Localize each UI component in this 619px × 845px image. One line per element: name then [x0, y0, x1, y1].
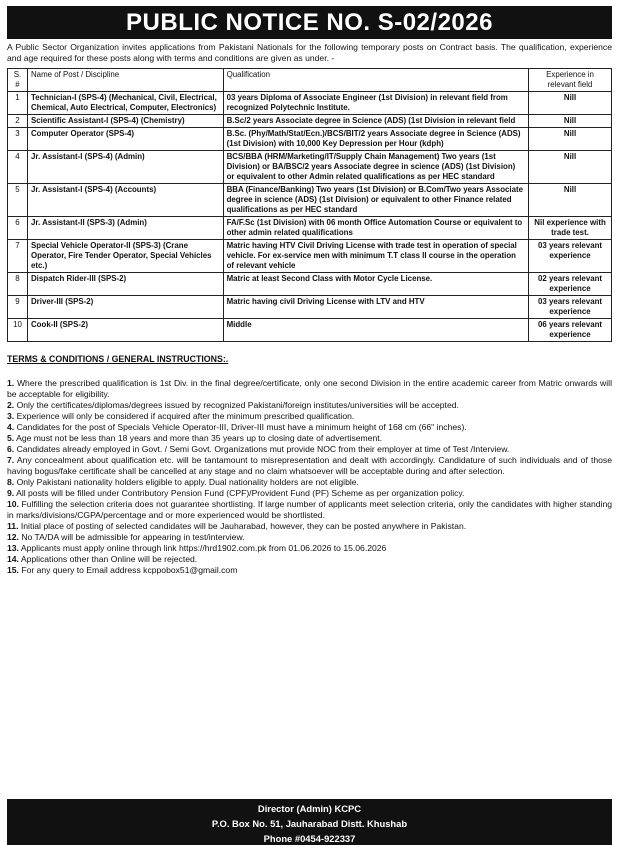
cell-post: Computer Operator (SPS-4) [27, 128, 223, 151]
term-item [7, 554, 612, 565]
cell-post: Jr. Assistant-II (SPS-3) (Admin) [27, 217, 223, 240]
header-experience: Experience in relevant field [529, 69, 612, 92]
term-number: 9. [7, 488, 15, 498]
table-row [8, 217, 612, 240]
term-item [7, 499, 612, 521]
cell-post: Dispatch Rider-III (SPS-2) [27, 273, 223, 296]
cell-experience: Nill [529, 184, 612, 217]
term-text: Candidates already employed in Govt. / Semi Govt. Organizations mut provide NOC from their employer at time of Test /Interview. [16, 444, 510, 454]
term-item [7, 543, 612, 554]
cell-qualification: Middle [223, 319, 528, 342]
term-item [7, 455, 612, 477]
cell-sno: 10 [8, 319, 28, 342]
term-text: Applicants must apply online through link https://hrd1902.com.pk from 01.06.2026 to 15.06.2026 [20, 543, 387, 553]
term-item [7, 444, 612, 455]
cell-post: Jr. Assistant-I (SPS-4) (Admin) [27, 151, 223, 184]
term-number: 15. [7, 565, 19, 575]
term-number: 3. [7, 411, 15, 421]
table-row [8, 115, 612, 128]
cell-experience: Nill [529, 92, 612, 115]
posts-table [7, 68, 612, 342]
table-row [8, 240, 612, 273]
cell-sno: 3 [8, 128, 28, 151]
cell-qualification: 03 years Diploma of Associate Engineer (1st Division) in relevant field from recognized Polytechnic Institute. [223, 92, 528, 115]
cell-post: Scientific Assistant-I (SPS-4) (Chemistry) [27, 115, 223, 128]
table-row [8, 151, 612, 184]
term-item [7, 521, 612, 532]
cell-sno: 7 [8, 240, 28, 273]
cell-sno: 9 [8, 296, 28, 319]
term-item [7, 488, 612, 499]
cell-qualification: B.Sc. (Phy/Math/Stat/Ecn.)/BCS/BIT/2 years Associate degree in Science (ADS) (1st Division) with 10,000 Key Depression per Hour (kdph) [223, 128, 528, 151]
term-item [7, 411, 612, 422]
term-item [7, 532, 612, 543]
cell-experience: 03 years relevant experience [529, 296, 612, 319]
table-row [8, 92, 612, 115]
cell-sno: 8 [8, 273, 28, 296]
term-item [7, 565, 612, 576]
term-text: No TA/DA will be admissible for appearing in test/interview. [21, 532, 245, 542]
cell-post: Special Vehicle Operator-II (SPS-3) (Crane Operator, Fire Tender Operator, Special Vehicles etc.) [27, 240, 223, 273]
cell-experience: 02 years relevant experience [529, 273, 612, 296]
table-row [8, 273, 612, 296]
cell-sno: 2 [8, 115, 28, 128]
term-text: Only Pakistani nationality holders eligible to apply. Dual nationality holders are not eligible. [16, 477, 359, 487]
notice-page [0, 6, 619, 845]
term-item [7, 477, 612, 488]
term-number: 10. [7, 499, 19, 509]
term-number: 11. [7, 521, 19, 531]
term-item [7, 433, 612, 444]
term-number: 6. [7, 444, 15, 454]
term-text: Initial place of posting of selected candidates will be Jauharabad, however, they can be posted anywhere in Pakistan. [20, 521, 467, 531]
terms-list [7, 378, 612, 576]
header-sno: S. # [8, 69, 28, 92]
term-number: 12. [7, 532, 19, 542]
cell-sno: 6 [8, 217, 28, 240]
cell-experience: Nill [529, 115, 612, 128]
table-row [8, 184, 612, 217]
term-text: Age must not be less than 18 years and more than 35 years up to closing date of advertisement. [16, 433, 383, 443]
term-number: 8. [7, 477, 15, 487]
term-item [7, 378, 612, 400]
cell-experience: Nill [529, 128, 612, 151]
term-text: For any query to Email address kcppobox51@gmail.com [21, 565, 238, 575]
cell-qualification: B.Sc/2 years Associate degree in Science (ADS) (1st Division in relevant field [223, 115, 528, 128]
term-item [7, 400, 612, 411]
footer-director: Director (Admin) KCPC [257, 803, 362, 814]
cell-sno: 4 [8, 151, 28, 184]
term-number: 1. [7, 378, 15, 388]
footer-address: P.O. Box No. 51, Jauharabad Distt. Khushab [211, 818, 408, 829]
footer-contact-block [7, 799, 612, 845]
footer-phone: Phone #0454-922337 [263, 833, 356, 844]
cell-qualification: BBA (Finance/Banking) Two years (1st Division) or B.Com/Two years Associate degree in science (ADS) (1st Division) or equivalent to other Finance related qualifications as per HEC standard [223, 184, 528, 217]
cell-post: Driver-III (SPS-2) [27, 296, 223, 319]
cell-experience: 03 years relevant experience [529, 240, 612, 273]
table-row [8, 296, 612, 319]
term-text: Where the prescribed qualification is 1st Div. in the final degree/certificate, only one second Division in the entire academic career from Matric onwards will be acceptable for eligibility. [7, 378, 612, 399]
table-row [8, 128, 612, 151]
term-number: 5. [7, 433, 15, 443]
term-item [7, 422, 612, 433]
table-header-row [8, 69, 612, 92]
term-text: Candidates for the post of Specials Vehicle Operator-III, Driver-III must have a minimum height of 168 cm (66" inches). [16, 422, 467, 432]
cell-qualification: Matric having HTV Civil Driving License with trade test in operation of special vehicle. For ex-service men with minimum T.T class II course in the operation of relevant vehicle [223, 240, 528, 273]
term-number: 14. [7, 554, 19, 564]
cell-post: Jr. Assistant-I (SPS-4) (Accounts) [27, 184, 223, 217]
term-text: All posts will be filled under Contributory Pension Fund (CPF)/Provident Fund (PF) Scheme as per organization policy. [16, 488, 465, 498]
cell-sno: 5 [8, 184, 28, 217]
cell-experience: Nill [529, 151, 612, 184]
notice-title: PUBLIC NOTICE NO. S-02/2026 [7, 6, 612, 39]
term-number: 13. [7, 543, 19, 553]
cell-experience: 06 years relevant experience [529, 319, 612, 342]
cell-experience: Nil experience with trade test. [529, 217, 612, 240]
term-text: Applications other than Online will be rejected. [20, 554, 198, 564]
table-row [8, 319, 612, 342]
term-number: 2. [7, 400, 15, 410]
cell-qualification: Matric at least Second Class with Motor Cycle License. [223, 273, 528, 296]
cell-qualification: Matric having civil Driving License with LTV and HTV [223, 296, 528, 319]
cell-qualification: BCS/BBA (HRM/Marketing/IT/Supply Chain Management) Two years (1st Division) or BA/BSC/2 years Associate degree in science (ADS) (1st Division) or equivalent to other Admin related qualifications as per HEC standard [223, 151, 528, 184]
cell-sno: 1 [8, 92, 28, 115]
term-number: 4. [7, 422, 15, 432]
header-post: Name of Post / Discipline [27, 69, 223, 92]
term-text: Experience will only be considered if acquired after the minimum prescribed qualification. [16, 411, 355, 421]
cell-post: Technician-I (SPS-4) (Mechanical, Civil, Electrical, Chemical, Auto Electrical, Computer, Electronics) [27, 92, 223, 115]
terms-heading: TERMS & CONDITIONS / GENERAL INSTRUCTIONS:. [7, 354, 229, 364]
term-text: Only the certificates/diplomas/degrees issued by recognized Pakistani/foreign institutes/universities will be accepted. [16, 400, 459, 410]
term-text: Any concealment about qualification etc. will be tantamount to misrepresentation and dealt with accordingly. Candidature of such individuals and of those having bogus/fake certificate shall be cancelled at any stage and no claim whatsoever will be acceptable during and after selection. [7, 455, 613, 476]
header-qualification: Qualification [223, 69, 528, 92]
term-text: Fulfilling the selection criteria does not guarantee shortlisting. If large number of applicants meet selection criteria, only the candidates with higher standing in marks/divisions/CGPA/percentage and or more experienced would be shortlisted. [7, 499, 613, 520]
cell-post: Cook-II (SPS-2) [27, 319, 223, 342]
term-number: 7. [7, 455, 15, 465]
intro-paragraph: A Public Sector Organization invites applications from Pakistani Nationals for the following temporary posts on Contract basis. The qualification, experience and age required for these posts along with terms and conditions are given as under. - [7, 42, 612, 63]
cell-qualification: FA/F.Sc (1st Division) with 06 month Office Automation Course or equivalent to other admin related qualifications [223, 217, 528, 240]
